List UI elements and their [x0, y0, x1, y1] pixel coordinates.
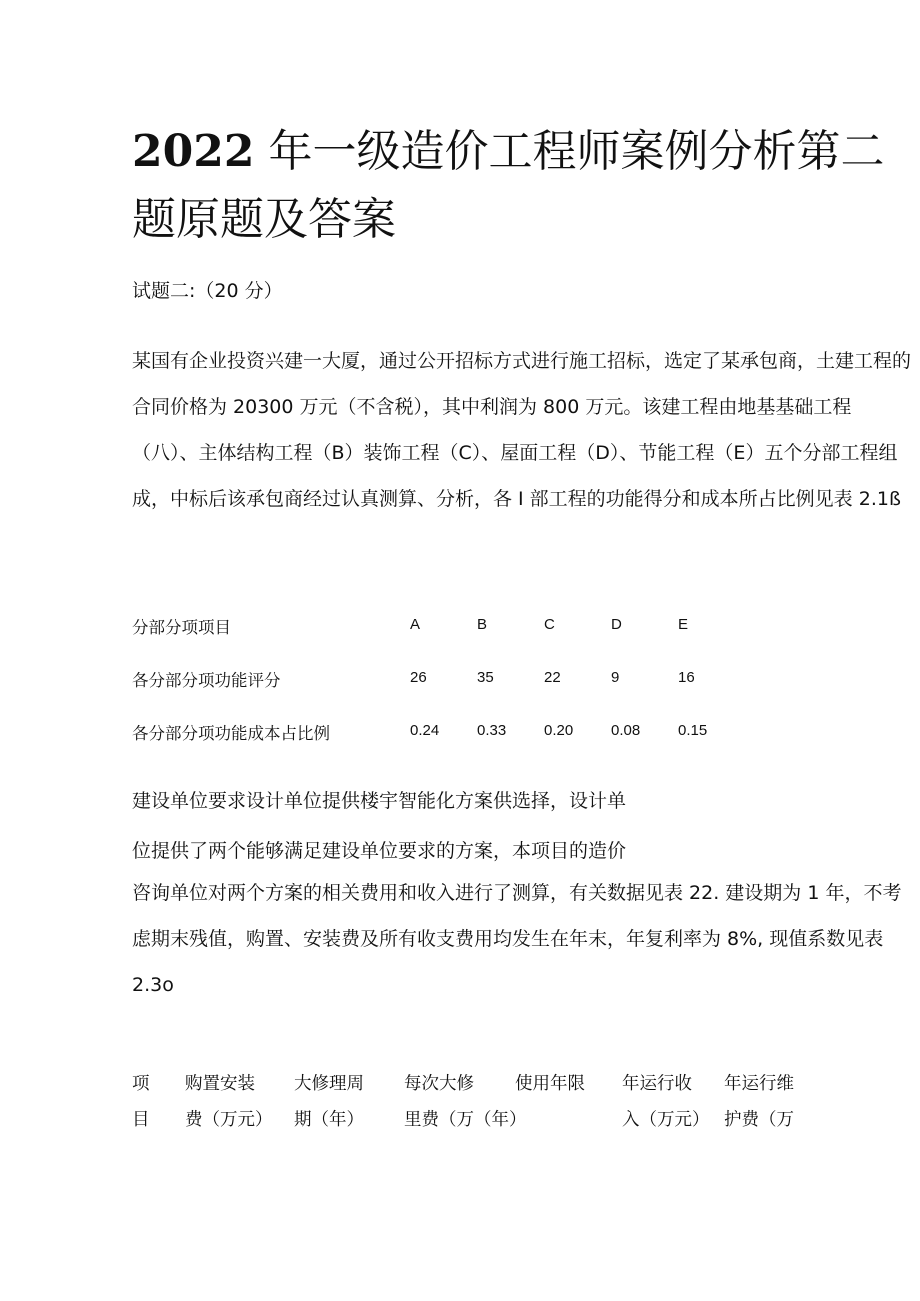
title-year: 2022	[132, 126, 255, 177]
question-paragraph-2: 咨询单位对两个方案的相关费用和收入进行了测算，有关数据见表 22. 建设期为 1 年，不考虑期末残值，购置、安装费及所有收支费用均发生在年末，年复利率为 8%, 现值系数见表 2.3o	[132, 882, 902, 996]
table-header-cell: 大修理周 期（年）	[294, 1074, 364, 1130]
table-cell: 9	[611, 669, 620, 686]
question-heading: 试题二:（20 分）	[132, 280, 283, 302]
table-cell: B	[477, 616, 488, 633]
table-cell: 0.24	[410, 722, 440, 739]
row-label: 各分部分项功能成本占比例	[132, 724, 330, 743]
table-header-cell: 购置安装 费（万元）	[185, 1074, 273, 1130]
table-cell: D	[611, 616, 622, 633]
table-header-cell: 年运行维 护费（万	[724, 1074, 794, 1130]
document-title	[132, 118, 912, 254]
table-cell: E	[678, 616, 689, 633]
table-cell: 0.20	[544, 722, 574, 739]
table-cell: 0.33	[477, 722, 507, 739]
question-paragraph-1: 某国有企业投资兴建一大厦，通过公开招标方式进行施工招标，选定了某承包商，土建工程的合同价格为 20300 万元（不含税），其中利润为 800 万元。该建工程由地基基础工程（八）、主体结构工程（B）装饰工程（C）、屋面工程（D）、节能工程（E）五个分部工程组成，中标后该承包商经过认真测算、分析，各 I 部工程的功能得分和成本所占比例见表 2.1ß	[132, 350, 912, 510]
title-text: 年一级造价工程师案例分析第二题原题及答案	[132, 126, 885, 245]
text-line: 位提供了两个能够满足建设单位要求的方案，本项目的造价	[132, 840, 627, 862]
table-cell: 22	[544, 669, 561, 686]
table-header-cell: 每次大修 里费（万（年）	[404, 1074, 527, 1130]
text-line: 建设单位要求设计单位提供楼宇智能化方案供选择，设计单	[132, 790, 627, 812]
table-header-cell: 使用年限	[515, 1074, 585, 1094]
row-label: 各分部分项功能评分	[132, 671, 281, 690]
table-header-cell: 项 目	[132, 1074, 150, 1130]
table-header-cell: 年运行收 入（万元）	[622, 1074, 710, 1130]
table-cell: 16	[678, 669, 695, 686]
table-cell: 0.15	[678, 722, 708, 739]
table-cell: 35	[477, 669, 494, 686]
table-cell: 0.08	[611, 722, 641, 739]
row-label: 分部分项项目	[132, 618, 231, 637]
table-cell: A	[410, 616, 421, 633]
table-cell: C	[544, 616, 555, 633]
table-cell: 26	[410, 669, 427, 686]
